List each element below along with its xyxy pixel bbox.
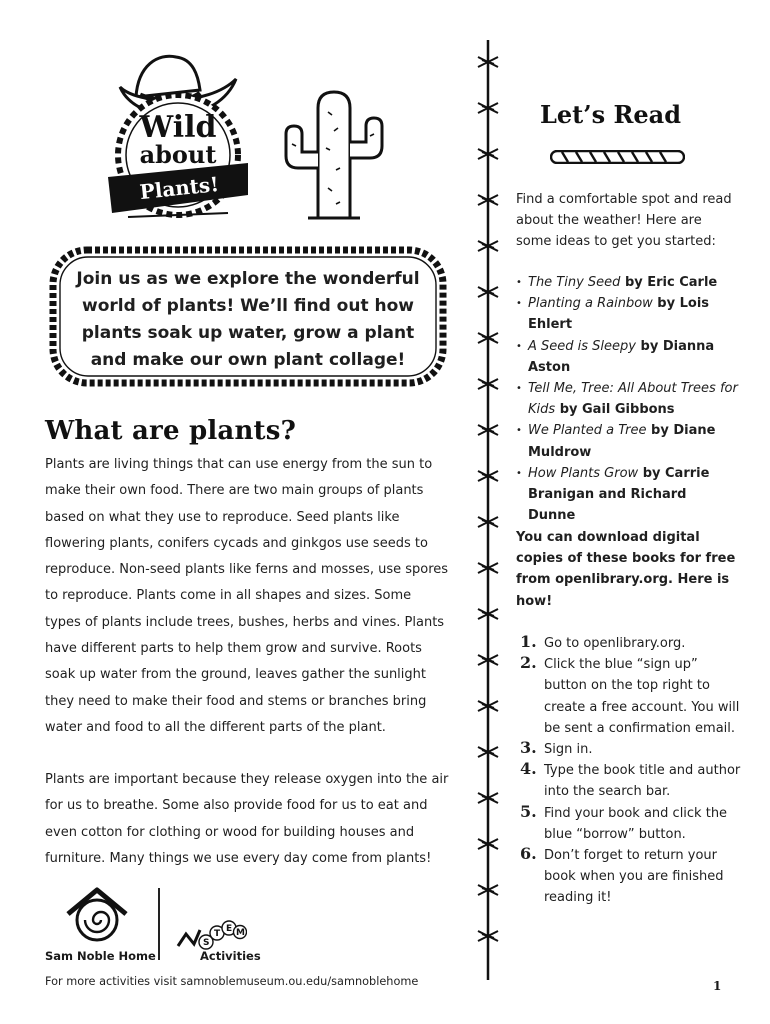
list-item (516, 378, 738, 420)
step-item (520, 739, 742, 760)
book-title: Tell Me, Tree: All About Trees for Kids (528, 381, 738, 418)
book-author: by Dianna Aston (528, 338, 715, 375)
book-title: The Tiny Seed (528, 275, 621, 290)
step-text: Find your book and click the blue “borrow” button. (544, 805, 728, 842)
step-item (520, 654, 742, 739)
step-item (520, 633, 742, 654)
stem-letter-e: E (226, 924, 233, 934)
footer-text: For more activities visit samnoblemuseum.ou.edu/samnoblehome (45, 975, 419, 988)
book-list (516, 272, 738, 526)
list-item (516, 463, 738, 527)
list-item (516, 293, 738, 335)
book-author: by Eric Carle (620, 275, 718, 290)
step-number: 6. (520, 844, 537, 864)
stem-activities-label: Activities (200, 949, 261, 963)
intro-text: Join us as we explore the wonderful world of plants! We’ll find out how plants soak up water, grow a plant and make our own plant collage! (76, 269, 420, 370)
lets-read-intro: Find a comfortable spot and read about the weather! Here are some ideas to get you started: (516, 192, 732, 250)
step-number: 4. (520, 759, 537, 779)
step-item (520, 760, 742, 802)
badge-plants: Plants! (138, 171, 221, 205)
book-author: by Gail Gibbons (555, 402, 675, 418)
stem-letter-m: M (236, 928, 245, 938)
barbed-wire-divider (474, 40, 502, 980)
stem-letter-t: T (214, 929, 221, 939)
download-instructions: You can download digital copies of these books for free from openlibrary.org. Here is how! (516, 530, 736, 609)
page-number: 1 (713, 979, 722, 993)
stem-activities-logo (172, 920, 247, 952)
step-text: Sign in. (544, 742, 593, 758)
steps-list (520, 633, 742, 909)
step-number: 5. (520, 801, 537, 821)
cactus-icon (278, 88, 390, 223)
book-title: We Planted a Tree (528, 423, 647, 439)
book-author: by Carrie Branigan and Richard Dunne (528, 465, 710, 524)
section-title-what-are-plants: What are plants? (45, 416, 297, 446)
book-title: A Seed is Sleepy (528, 338, 636, 354)
rope-ornament (550, 150, 685, 164)
book-title: Planting a Rainbow (528, 296, 653, 312)
book-author: by Diane Muldrow (528, 423, 716, 460)
step-text: Don’t forget to return your book when you are finished reading it! (544, 848, 724, 906)
plants-paragraph-1: Plants are living things that can use energy from the sun to make their own food. There are two main groups of plants based on what they use to reproduce. Seed plants like flowering plants, conifers cycads and ginkgos use seeds to reproduce. Non-seed plants like ferns and mosses, use spores to reproduce. Plants come in all shapes and sizes. Some types of plants include trees, bushes, herbs and vines. Plants have different parts to help them grow and survive. Roots soak up water from the ground, leaves gather the sunlight they need to make their food and stems or branches bring water and food to all the different parts of the plant. (45, 457, 449, 735)
plants-paragraph-2: Plants are important because they release oxygen into the air for us to breathe. Some also provide food for us to eat and even cotton for clothing or wood for building houses and furniture. Many things we use every day come from plants! (45, 772, 449, 866)
logo-divider (158, 888, 160, 960)
list-item (516, 420, 738, 462)
badge-about: about (139, 140, 217, 169)
step-item (520, 803, 742, 845)
list-item (516, 336, 738, 378)
step-number: 1. (520, 632, 537, 651)
book-title: How Plants Grow (528, 465, 639, 481)
book-author: by Lois Ehlert (528, 296, 710, 333)
step-item (520, 845, 742, 909)
step-number: 3. (520, 738, 537, 758)
sam-noble-home-logo (60, 884, 135, 944)
stem-letter-s: S (203, 938, 210, 948)
list-item (516, 272, 738, 293)
wild-about-plants-badge (98, 45, 258, 225)
step-text: Type the book title and author into the search bar. (544, 763, 741, 800)
step-text: Go to openlibrary.org. (544, 636, 686, 651)
step-number: 2. (520, 653, 537, 673)
sam-noble-home-label: Sam Noble Home (45, 949, 156, 963)
badge-wild: Wild (139, 110, 217, 145)
lets-read-title: Let’s Read (540, 100, 681, 129)
step-text: Click the blue “sign up” button on the top right to create a free account. You will be sent a confirmation email. (544, 657, 740, 736)
